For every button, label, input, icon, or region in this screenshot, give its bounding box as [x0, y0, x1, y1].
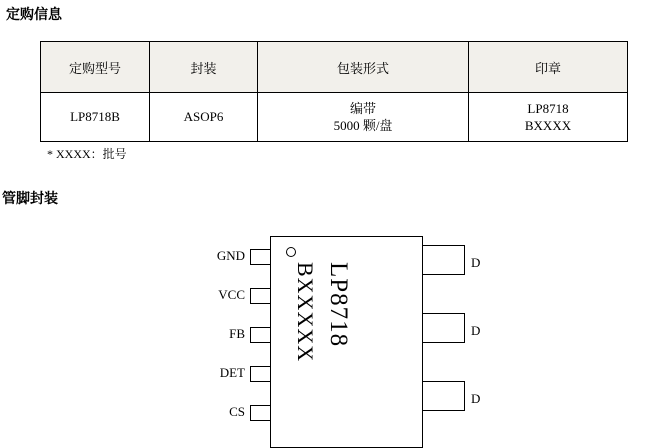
lead-right-3 [423, 381, 465, 411]
table-header-row [41, 42, 628, 93]
column-header-package: 封装 [150, 42, 258, 93]
cell-marking-line1: LP8718 [527, 101, 569, 116]
cell-package: ASOP6 [150, 93, 258, 142]
lead-left-1 [250, 249, 270, 265]
pin-label-d-3: D [471, 391, 481, 406]
column-header-model: 定购型号 [41, 42, 150, 93]
pin-label-d-1: D [471, 255, 481, 270]
cell-packing [258, 93, 469, 142]
pin-label-d-2: D [471, 323, 481, 338]
lead-left-5 [250, 405, 270, 421]
batch-number-note: * XXXX：批号 [47, 147, 127, 161]
lead-left-3 [250, 327, 270, 343]
cell-model: LP8718B [41, 93, 150, 142]
pin-label-gnd: GND [216, 248, 245, 263]
cell-marking-line2: BXXXX [524, 118, 572, 133]
pin-label-fb: FB [229, 326, 245, 341]
order-information-title: 定购信息 [6, 6, 62, 22]
chip-marking-line2: BXXXXX [293, 262, 318, 363]
chip-marking-line1: LP8718 [325, 262, 352, 348]
column-header-marking: 印章 [469, 42, 628, 93]
column-header-packing: 包装形式 [258, 42, 469, 93]
cell-packing-line2: 5000 颗/盘 [333, 118, 393, 133]
pin-label-det: DET [219, 365, 245, 380]
cell-marking [469, 93, 628, 142]
table-row [41, 93, 628, 142]
lead-left-2 [250, 288, 270, 304]
lead-right-2 [423, 313, 465, 343]
lead-left-4 [250, 366, 270, 382]
pin-package-title: 管脚封装 [2, 190, 58, 206]
package-drawing [0, 214, 664, 447]
pin-label-cs: CS [229, 404, 245, 419]
lead-right-1 [423, 245, 465, 275]
ordering-information-table [40, 41, 628, 142]
pin-label-vcc: VCC [218, 287, 245, 302]
cell-packing-line1: 编带 [349, 101, 376, 116]
pin1-dot-icon [286, 247, 296, 257]
